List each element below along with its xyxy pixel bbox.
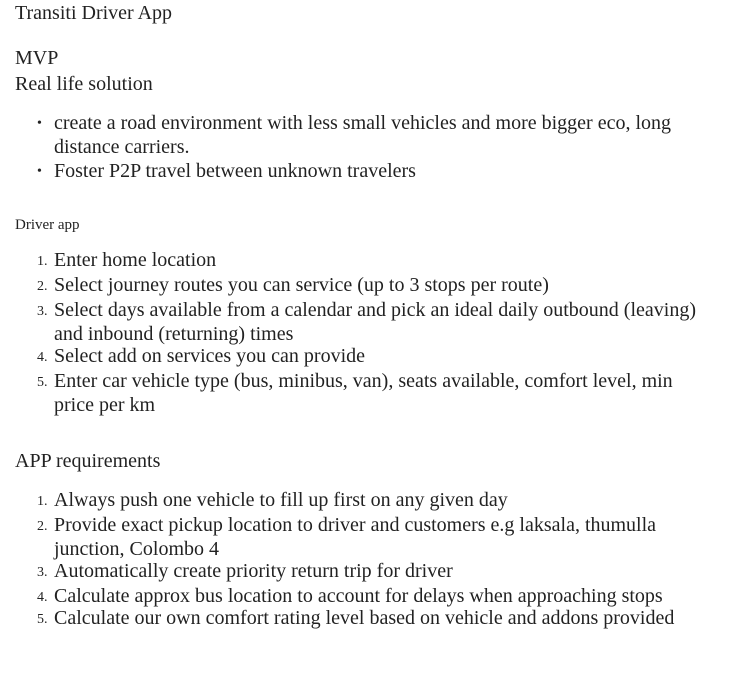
list-item	[0, 248, 700, 272]
document-title: Transiti Driver App	[15, 2, 173, 24]
number-marker: 3.	[37, 565, 48, 580]
list-item	[0, 298, 700, 346]
number-marker: 2.	[37, 519, 48, 534]
bullet-marker: •	[37, 116, 42, 131]
list-item-text: Provide exact pickup location to driver and customers e.g laksala, thumulla junction, Colombo 4	[54, 514, 657, 560]
list-item-text: Enter home location	[54, 249, 217, 271]
list-item	[0, 159, 714, 183]
list-item-text: Select days available from a calendar and pick an ideal daily outbound (leaving) and inbound (returning) times	[54, 299, 696, 345]
list-item-text: Foster P2P travel between unknown travelers	[54, 160, 416, 182]
list-item	[0, 584, 700, 608]
list-item-text: Always push one vehicle to fill up first on any given day	[54, 489, 508, 511]
list-item-text: Select add on services you can provide	[54, 345, 366, 367]
list-item-text: Enter car vehicle type (bus, minibus, van), seats available, comfort level, min price per km	[54, 370, 673, 416]
number-marker: 1.	[37, 494, 48, 509]
list-item-text: Automatically create priority return trip for driver	[54, 560, 453, 582]
list-item-text: create a road environment with less small vehicles and more bigger eco, long distance carriers.	[54, 112, 672, 158]
bullet-marker: •	[37, 164, 42, 179]
number-marker: 5.	[37, 612, 48, 627]
app-requirements-heading: APP requirements	[15, 450, 161, 472]
number-marker: 2.	[37, 279, 48, 294]
list-item	[0, 273, 700, 297]
mvp-heading: MVP	[15, 47, 59, 69]
app-requirements-list	[0, 488, 700, 631]
list-item-text: Select journey routes you can service (up to 3 stops per route)	[54, 274, 549, 296]
number-marker: 1.	[37, 254, 48, 269]
list-item	[0, 369, 700, 417]
list-item-text: Calculate our own comfort rating level based on vehicle and addons provided	[54, 607, 675, 629]
list-item	[0, 513, 700, 561]
list-item	[0, 606, 700, 630]
driver-app-heading: Driver app	[15, 217, 80, 233]
mvp-bullet-list	[0, 111, 714, 183]
number-marker: 3.	[37, 304, 48, 319]
real-life-solution-subheading: Real life solution	[15, 73, 153, 95]
driver-app-list	[0, 248, 700, 418]
list-item	[0, 488, 700, 512]
number-marker: 5.	[37, 375, 48, 390]
list-item	[0, 559, 700, 583]
number-marker: 4.	[37, 590, 48, 605]
number-marker: 4.	[37, 350, 48, 365]
list-item	[0, 344, 700, 368]
list-item-text: Calculate approx bus location to account for delays when approaching stops	[54, 585, 663, 607]
list-item	[0, 111, 714, 159]
